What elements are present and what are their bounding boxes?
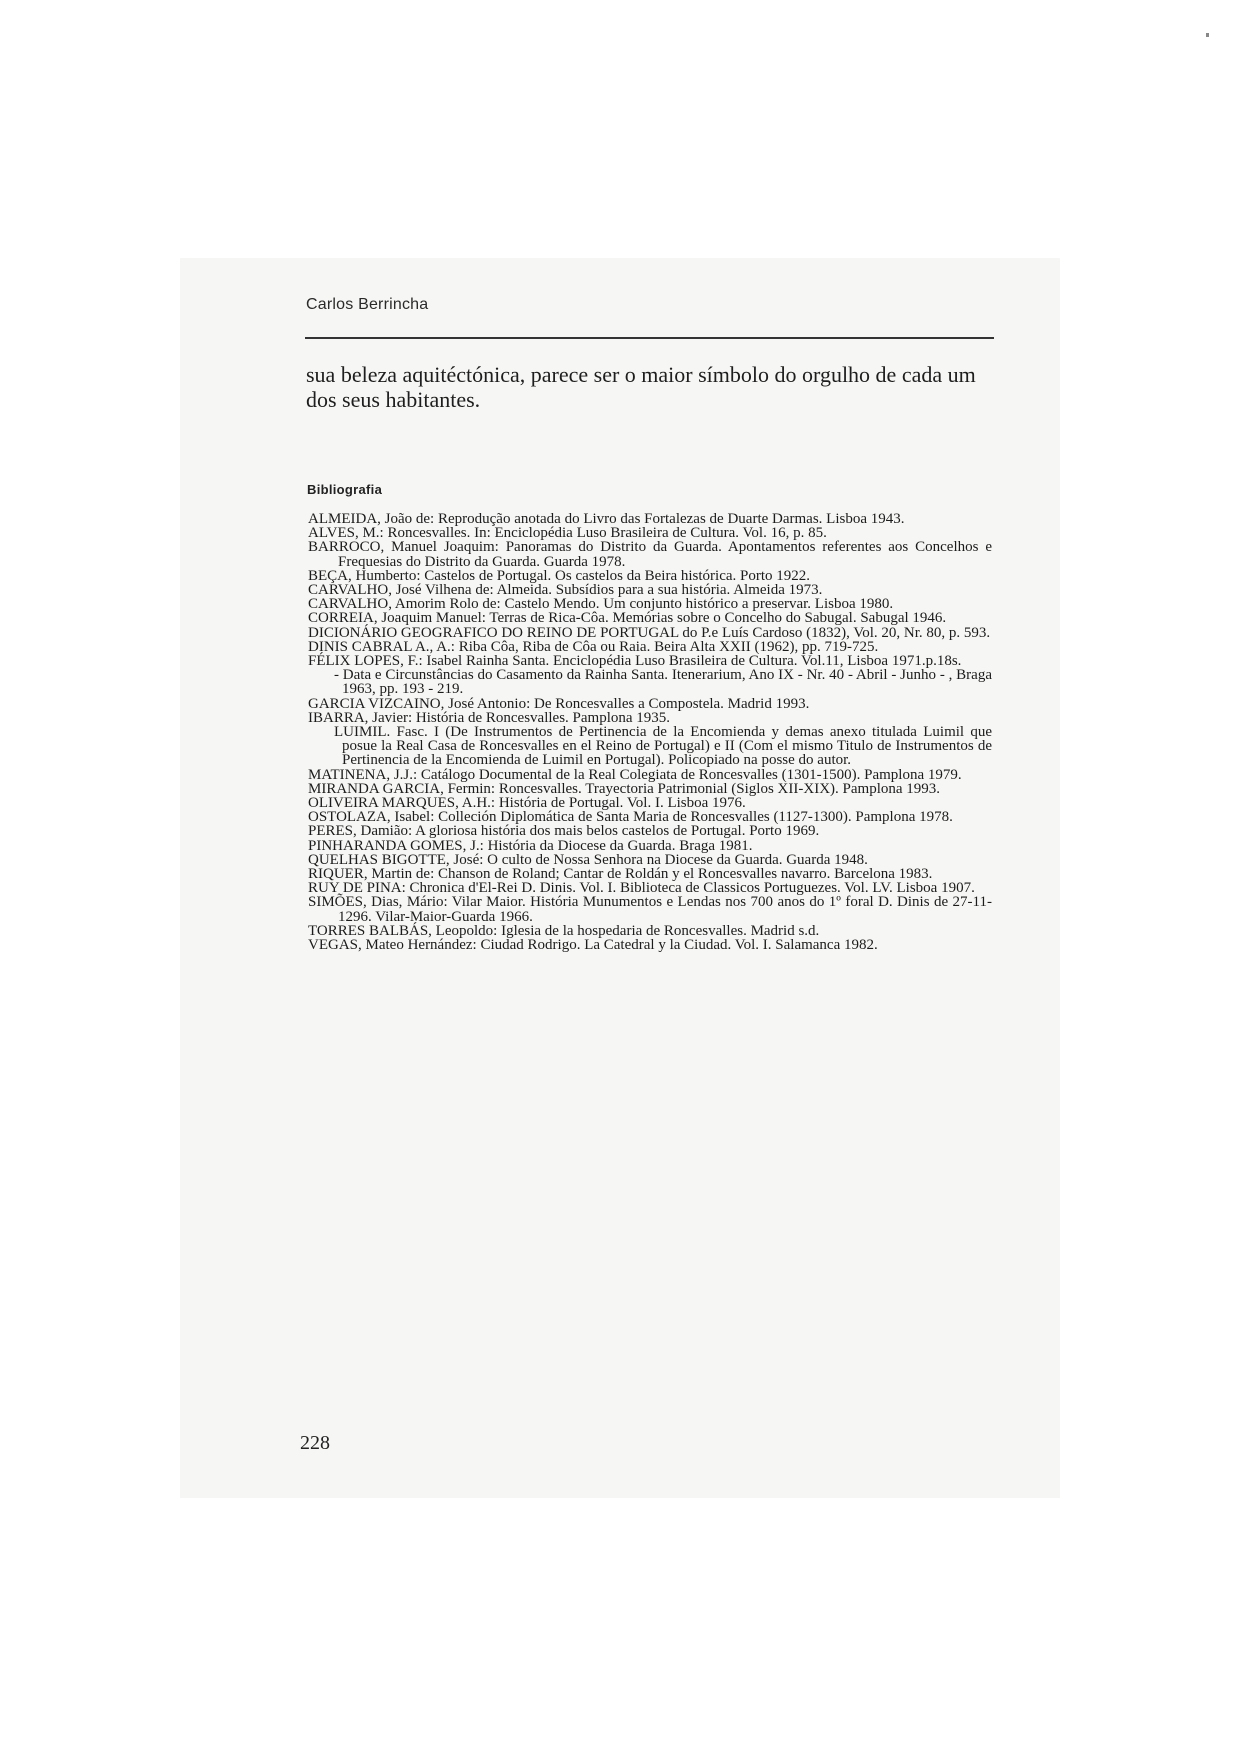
bibliography-entry: OLIVEIRA MARQUES, A.H.: História de Portugal. Vol. I. Lisboa 1976. [308, 795, 746, 812]
bibliography-entry: ALMEIDA, João de: Reprodução anotada do Livro das Fortalezas de Duarte Darmas. Lisboa 1943. [308, 511, 905, 527]
bibliography-entry: QUELHAS BIGOTTE, José: O culto de Nossa Senhora na Diocese da Guarda. Guarda 1948. [308, 851, 868, 868]
bibliography-entry: CORREIA, Joaquim Manuel: Terras de Rica-Côa. Memórias sobre o Concelho do Sabugal. Sabugal 1946. [308, 610, 947, 627]
bibliography-list [308, 512, 992, 952]
bibliography-entry: PINHARANDA GOMES, J.: História da Diocese da Guarda. Braga 1981. [308, 837, 753, 854]
intro-text: sua beleza aquitéctónica, parece ser o maior símbolo do orgulho de cada um dos seus habitantes. [306, 362, 976, 412]
bibliography-heading: Bibliografia [307, 482, 383, 497]
bibliography-entry: RIQUER, Martin de: Chanson de Roland; Cantar de Roldán y el Roncesvalles navarro. Barcelona 1983. [308, 866, 933, 883]
bibliography-subentry: - Data e Circunstâncias do Casamento da Rainha Santa. Itenerarium, Ano IX - Nr. 40 - Abril - Junho - , Braga 1963, pp. 193 - 219. [334, 667, 992, 698]
bibliography-entry: BARROCO, Manuel Joaquim: Panoramas do Distrito da Guarda. Apontamentos referentes aos Concelhos e Frequesias do Distrito da Guarda. Guarda 1978. [308, 539, 992, 570]
bibliography-entry: DINIS CABRAL A., A.: Riba Côa, Riba de Côa ou Raia. Beira Alta XXII (1962), pp. 719-725. [308, 638, 879, 655]
bibliography-entry: CARVALHO, José Vilhena de: Almeida. Subsídios para a sua história. Almeida 1973. [308, 582, 823, 599]
bibliography-entry: TORRES BALBÁS, Leopoldo: Iglesia de la hospedaria de Roncesvalles. Madrid s.d. [308, 922, 820, 939]
bibliography-entry: MIRANDA GARCIA, Fermin: Roncesvalles. Trayectoria Patrimonial (Siglos XII-XIX). Pamplona 1993. [308, 780, 941, 797]
bibliography-entry: LUIMIL. Fasc. I (De Instrumentos de Pertinencia de la Encomienda y demas anexo titulada Luimil que posue la Real Casa de Roncesvalles en el Reino de Portugal) e II (Com el mismo Titulo de Instrumentos de Pertinencia de la Encomienda de Luimil en Portugal). Policopiado na posse do autor. [334, 724, 992, 769]
bibliography-entry: BEÇA, Humberto: Castelos de Portugal. Os castelos da Beira histórica. Porto 1922. [308, 567, 811, 584]
bibliography-entry: OSTOLAZA, Isabel: Colleción Diplomática de Santa Maria de Roncesvalles (1127-1300). Pamplona 1978. [308, 809, 953, 826]
bibliography-entry: MATINENA, J.J.: Catálogo Documental de la Real Colegiata de Roncesvalles (1301-1500). Pamplona 1979. [308, 766, 962, 783]
page-number: 228 [300, 1432, 330, 1454]
scan-speck [1206, 33, 1209, 37]
bibliography-entry: CARVALHO, Amorim Rolo de: Castelo Mendo. Um conjunto histórico a preservar. Lisboa 1980. [308, 596, 894, 613]
intro-paragraph [306, 362, 996, 412]
header-rule [305, 337, 994, 339]
bibliography-entry: ALVES, M.: Roncesvalles. In: Enciclopédia Luso Brasileira de Cultura. Vol. 16, p. 85. [308, 525, 827, 542]
running-head-author: Carlos Berrincha [306, 296, 429, 313]
bibliography-entry: PERES, Damião: A gloriosa história dos mais belos castelos de Portugal. Porto 1969. [308, 823, 820, 840]
bibliography-entry: DICIONÁRIO GEOGRAFICO DO REINO DE PORTUGAL do P.e Luís Cardoso (1832), Vol. 20, Nr. 80, p. 593. [308, 624, 991, 641]
bibliography-entry: GARCIA VIZCAINO, José Antonio: De Roncesvalles a Compostela. Madrid 1993. [308, 695, 810, 712]
bibliography-entry: RUY DE PINA: Chronica d'El-Rei D. Dinis. Vol. I. Biblioteca de Classicos Portuguezes. Vol. LV. Lisboa 1907. [308, 880, 975, 897]
bibliography-entry: IBARRA, Javier: História de Roncesvalles. Pamplona 1935. [308, 709, 671, 726]
bibliography-entry: FÉLIX LOPES, F.: Isabel Rainha Santa. Enciclopédia Luso Brasileira de Cultura. Vol.11, Lisboa 1971.p.18s. [308, 653, 962, 670]
bibliography-entry: VEGAS, Mateo Hernández: Ciudad Rodrigo. La Catedral y la Ciudad. Vol. I. Salamanca 1982. [308, 937, 878, 954]
bibliography-entry: SIMÕES, Dias, Mário: Vilar Maior. História Munumentos e Lendas nos 700 anos do 1º foral D. Dinis de 27-11-1296. Vilar-Maior-Guarda 1966. [308, 894, 992, 925]
